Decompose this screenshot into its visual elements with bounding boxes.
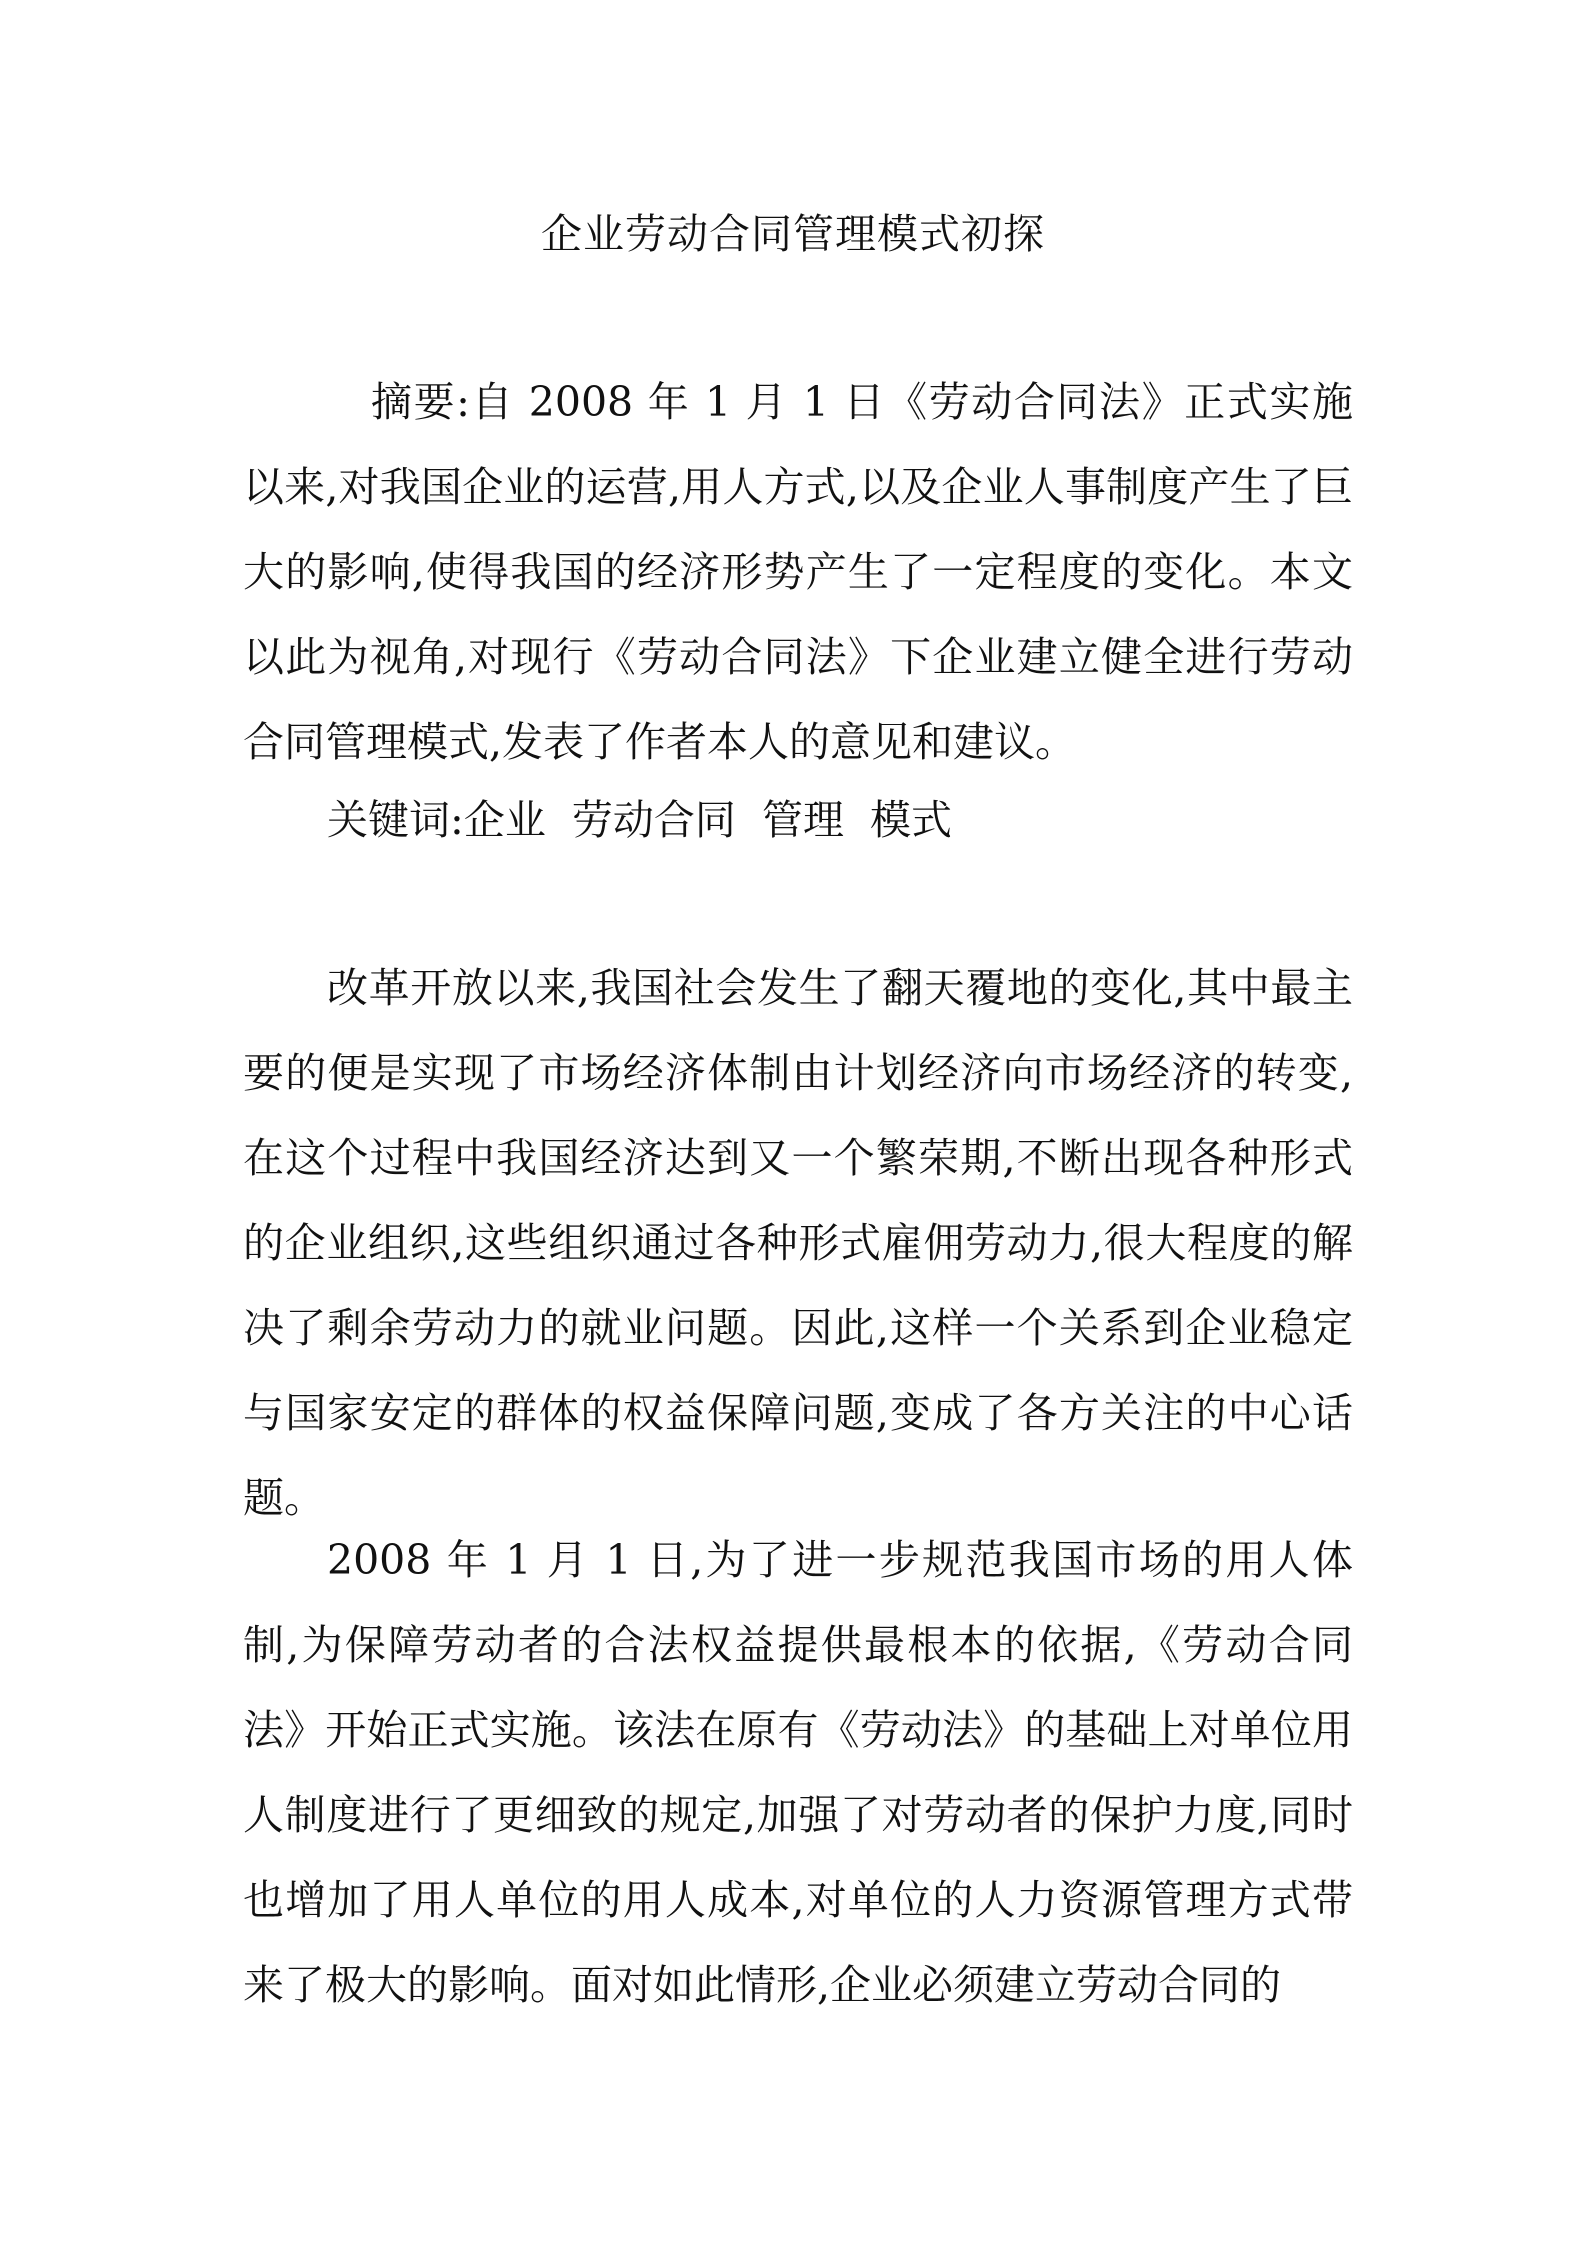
keywords-line: 关键词:企业 劳动合同 管理 模式 — [327, 796, 953, 844]
document-title: 企业劳动合同管理模式初探 — [541, 210, 1045, 258]
abstract-paragraph: 摘要:自 2008 年 1 月 1 日《劳动合同法》正式实施以来,对我国企业的运营,用人方式,以及企业人事制度产生了巨大的影响,使得我国的经济形势产生了一定程度的变化。本文以此为视角,对现行《劳动合同法》下企业建立健全进行劳动合同管理模式,发表了作者本人的意见和建议。 — [243, 378, 1353, 766]
body-paragraph-2: 2008 年 1 月 1 日,为了进一步规范我国市场的用人体制,为保障劳动者的合法权益提供最根本的依据,《劳动合同法》开始正式实施。该法在原有《劳动法》的基础上对单位用人制度进行了更细致的规定,加强了对劳动者的保护力度,同时也增加了用人单位的用人成本,对单位的人力资源管理方式带来了极大的影响。面对如此情形,企业必须建立劳动合同的 — [243, 1536, 1353, 2009]
body-paragraph-1: 改革开放以来,我国社会发生了翻天覆地的变化,其中最主要的便是实现了市场经济体制由计划经济向市场经济的转变,在这个过程中我国经济达到又一个繁荣期,不断出现各种形式的企业组织,这些组织通过各种形式雇佣劳动力,很大程度的解决了剩余劳动力的就业问题。因此,这样一个关系到企业稳定与国家安定的群体的权益保障问题,变成了各方关注的中心话题。 — [243, 964, 1353, 1522]
